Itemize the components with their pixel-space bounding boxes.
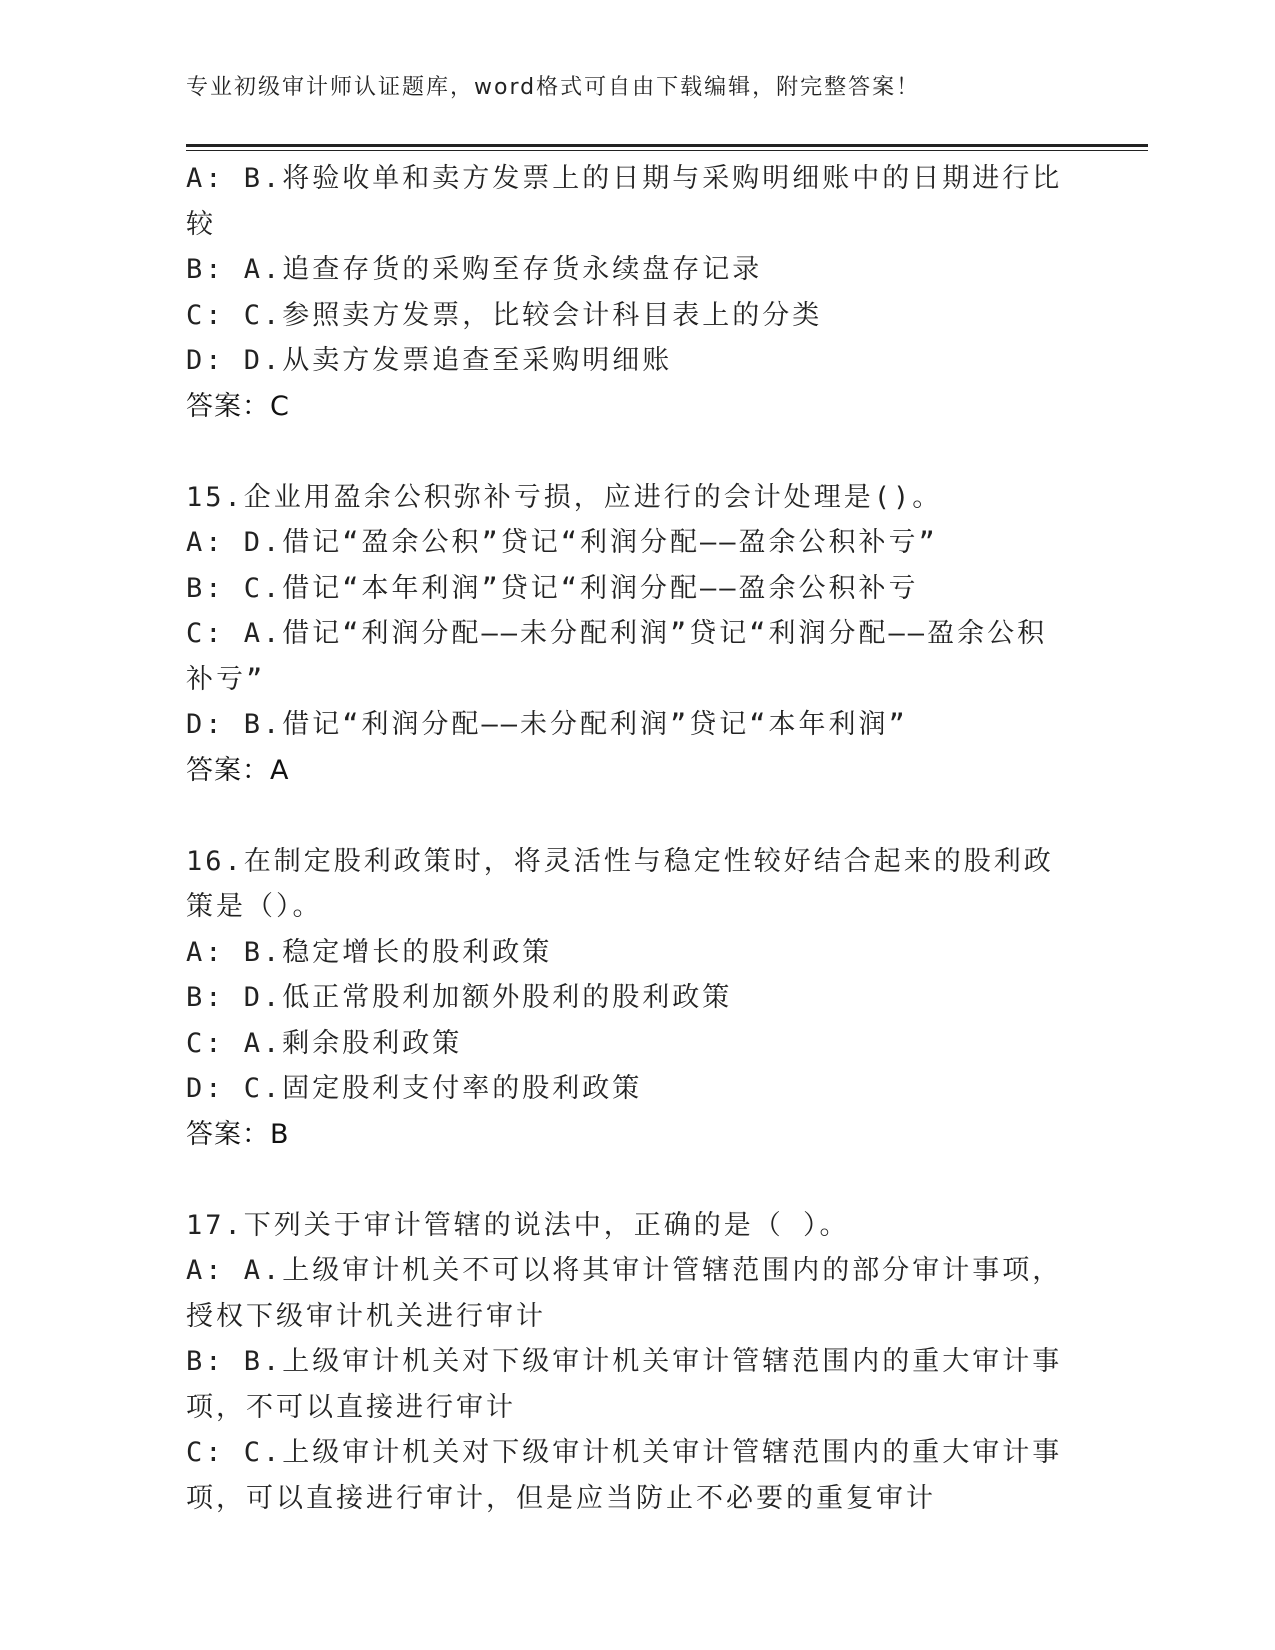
option-d: D: B.借记“利润分配——未分配利润”贷记“本年利润” [186,709,908,740]
header-rule-thin [186,150,1148,151]
spacer [186,429,1066,475]
question-text: 17.下列关于审计管辖的说法中，正确的是（ ）。 [186,1209,850,1241]
answer-label: 答案：C [186,390,290,422]
option-a: A: D.借记“盈余公积”贷记“利润分配——盈余公积补亏” [186,527,938,558]
document-body [186,156,1066,1521]
question-block-16 [186,839,1066,1158]
option-b: B: D.低正常股利加额外股利的股利政策 [186,982,733,1013]
question-block-17 [186,1203,1066,1522]
option-d: D: D.从卖方发票追查至采购明细账 [186,345,673,376]
option-b: B: C.借记“本年利润”贷记“利润分配——盈余公积补亏 [186,572,919,604]
option-b: B: A.追查存货的采购至存货永续盘存记录 [186,254,763,285]
question-block-14 [186,156,1066,429]
question-block-15 [186,475,1066,794]
question-text: 16.在制定股利政策时，将灵活性与稳定性较好结合起来的股利政策是（）。 [186,845,1054,922]
option-a: A: B.将验收单和卖方发票上的日期与采购明细账中的日期进行比较 [186,163,1063,240]
option-a: A: A.上级审计机关不可以将其审计管辖范围内的部分审计事项，授权下级审计机关进行审计 [186,1255,1063,1332]
option-b: B: B.上级审计机关对下级审计机关审计管辖范围内的重大审计事项，不可以直接进行审计 [186,1346,1063,1423]
option-c: C: A.借记“利润分配——未分配利润”贷记“利润分配——盈余公积补亏” [186,618,1048,695]
header-rule-thick [186,144,1148,147]
option-c: C: A.剩余股利政策 [186,1027,463,1059]
option-d: D: C.固定股利支付率的股利政策 [186,1073,643,1104]
spacer [186,1157,1066,1203]
option-c: C: C.上级审计机关对下级审计机关审计管辖范围内的重大审计事项，可以直接进行审计，但是应当防止不必要的重复审计 [186,1437,1063,1514]
option-c: C: C.参照卖方发票，比较会计科目表上的分类 [186,299,823,331]
answer-label: 答案：A [186,754,290,786]
answer-label: 答案：B [186,1118,290,1150]
option-a: A: B.稳定增长的股利政策 [186,936,553,968]
page-header: 专业初级审计师认证题库，word格式可自由下载编辑，附完整答案！ [186,75,921,100]
question-text: 15.企业用盈余公积弥补亏损，应进行的会计处理是()。 [186,481,943,513]
spacer [186,793,1066,839]
